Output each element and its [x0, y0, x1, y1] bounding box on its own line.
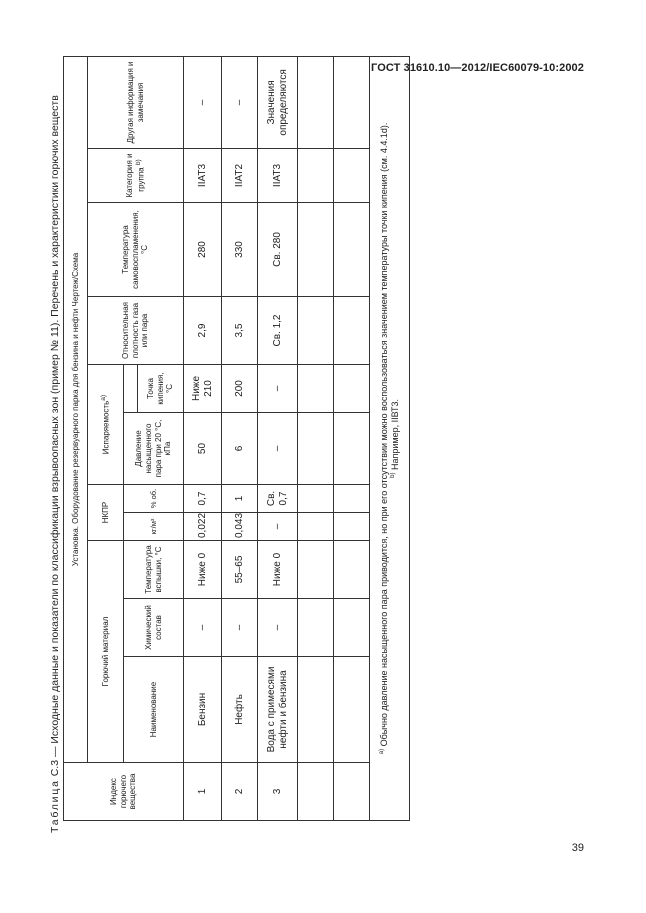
cell-pct: 0,7 — [184, 485, 222, 513]
cell-density: 3,5 — [222, 297, 258, 365]
footnote-a — [379, 59, 390, 818]
category-footnote-marker: b) — [134, 159, 142, 166]
col-header-index: Индекс горючего вещества — [64, 763, 184, 821]
table-row — [222, 56, 258, 820]
footnote-a-marker: а) — [378, 748, 385, 755]
col-header-material: Горючий материал — [88, 541, 124, 763]
volatility-label: Испаряемость — [101, 400, 111, 455]
col-header-kgm3: кг/м³ — [124, 513, 184, 541]
cell-name: Бензин — [184, 657, 222, 763]
cell-boiling: Ниже 210 — [184, 365, 222, 413]
cell-kgm3: 0,022 — [184, 513, 222, 541]
col-header-percent: % об. — [124, 485, 184, 513]
cell-flash: Ниже 0 — [258, 541, 298, 599]
cell-index: 3 — [258, 763, 298, 821]
col-header-name: Наименование — [124, 657, 184, 763]
footnotes-cell — [370, 56, 410, 820]
cell-autoign: Св. 280 — [258, 203, 298, 297]
cell-chem: – — [184, 599, 222, 657]
caption-dash: — — [49, 746, 61, 758]
cell-other: – — [184, 56, 222, 148]
footnote-b-text: Например, IIВТ3. — [389, 399, 400, 471]
table-row — [258, 56, 298, 820]
cell-flash: Ниже 0 — [184, 541, 222, 599]
col-header-category — [88, 149, 184, 203]
volatility-footnote-marker: а) — [99, 394, 107, 401]
rotated-table-region — [45, 61, 400, 833]
cell-boiling: – — [258, 365, 298, 413]
cell-kgm3: 0,043 — [222, 513, 258, 541]
cell-other: Значения определяются — [258, 56, 298, 148]
col-header-volatility — [88, 365, 124, 485]
cell-category: IIАТ3 — [184, 149, 222, 203]
col-header-other: Другая информация и замечания — [88, 56, 184, 148]
cell-name: Вода с примесями нефти и бензина — [258, 657, 298, 763]
cell-kgm3: – — [258, 513, 298, 541]
cell-chem: – — [258, 599, 298, 657]
caption-label: Таблица — [49, 779, 61, 833]
cell-pressure: – — [258, 413, 298, 485]
cell-category: IIАТ3 — [258, 149, 298, 203]
cell-category: IIАТ2 — [222, 149, 258, 203]
footnote-b-marker: b) — [389, 472, 396, 478]
col-header-autoignition: Температура самовоспламенения, °С — [88, 203, 184, 297]
category-label: Категория и группа — [125, 153, 146, 198]
col-header-pressure: Давление насыщенного пара при 20 °С, кПа — [124, 413, 184, 485]
footnotes-row — [370, 56, 410, 820]
cell-density: Св. 1,2 — [258, 297, 298, 365]
cell-autoign: 330 — [222, 203, 258, 297]
installation-header: Установка. Оборудование резервуарного парка для бензина и нефти Чертеж/Схема — [64, 56, 88, 762]
cell-pressure: 50 — [184, 413, 222, 485]
table-row-empty — [334, 56, 370, 820]
flammable-substances-table — [63, 56, 410, 821]
cell-pressure: 6 — [222, 413, 258, 485]
col-header-chemical: Химический состав — [124, 599, 184, 657]
col-header-boiling: Точка кипения, °С — [138, 365, 184, 413]
col-header-flash: Температура вспышки, °С — [124, 541, 184, 599]
table-row-empty — [298, 56, 334, 820]
footnote-b — [390, 59, 401, 818]
cell-flash: 55–65 — [222, 541, 258, 599]
cell-chem: – — [222, 599, 258, 657]
cell-name: Нефть — [222, 657, 258, 763]
cell-index: 1 — [184, 763, 222, 821]
cell-pct: Св. 0,7 — [258, 485, 298, 513]
caption-number: С.3 — [49, 759, 61, 777]
col-header-density: Относительная плотность газа или пара — [88, 297, 184, 365]
cell-autoign: 280 — [184, 203, 222, 297]
table-caption — [45, 95, 65, 833]
page-number: 39 — [571, 842, 584, 854]
document-header: ГОСТ 31610.10—2012/IEC60079-10:2002 — [371, 62, 584, 74]
table-row — [184, 56, 222, 820]
cell-density: 2,9 — [184, 297, 222, 365]
cell-index: 2 — [222, 763, 258, 821]
footnote-a-text: Обычно давление насыщенного пара приводится, но при его отсутствии можно воспользоваться значением температуры точки кипения (см. 4.4.1d). — [378, 122, 389, 747]
cell-boiling: 200 — [222, 365, 258, 413]
cell-pct: 1 — [222, 485, 258, 513]
caption-text: Исходные данные и показатели по классификации взрывоопасных зон (пример № 11). Перечень и характеристики горючих веществ — [49, 95, 61, 744]
cell-other: – — [222, 56, 258, 148]
col-header-nkpr: НКПР — [88, 485, 124, 541]
col-header-boiling-top — [124, 365, 138, 413]
